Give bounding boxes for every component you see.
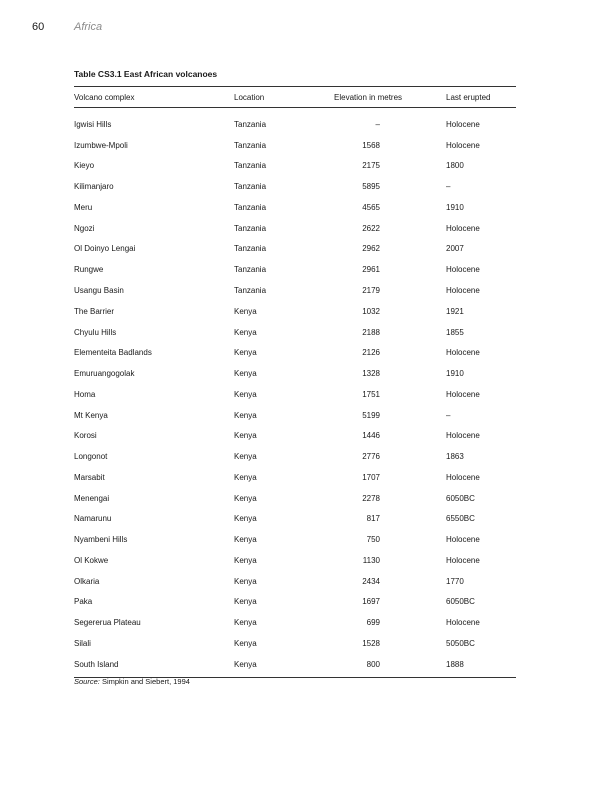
elevation-cell: – xyxy=(375,119,380,129)
table-row xyxy=(74,446,516,467)
elevation-cell: 2278 xyxy=(362,493,380,503)
location-cell: Kenya xyxy=(234,514,257,524)
elevation-cell: 1568 xyxy=(362,140,380,150)
location-cell: Tanzania xyxy=(234,182,267,192)
page-number: 60 xyxy=(32,21,45,33)
table-row xyxy=(74,467,516,488)
location-cell: Tanzania xyxy=(234,244,267,254)
last-erupted-cell: 2007 xyxy=(446,244,464,254)
last-erupted-cell: Holocene xyxy=(446,555,480,565)
volcano-table-container xyxy=(74,86,516,678)
table-row xyxy=(74,108,516,135)
location-cell: Kenya xyxy=(234,472,257,482)
elevation-cell: 699 xyxy=(366,618,380,628)
last-erupted-cell: 1855 xyxy=(446,327,464,337)
volcano-cell: Ngozi xyxy=(74,223,95,233)
table-row xyxy=(74,197,516,218)
table-header-row xyxy=(74,87,516,108)
location-cell: Tanzania xyxy=(234,286,267,295)
volcano-cell: Silali xyxy=(74,639,91,649)
volcano-cell: Nyambeni Hills xyxy=(74,535,128,545)
table-row xyxy=(74,363,516,384)
table-caption: Table CS3.1 East African volcanoes xyxy=(74,69,218,79)
location-cell: Kenya xyxy=(234,654,334,677)
last-erupted-cell: Holocene xyxy=(446,348,480,358)
volcano-table xyxy=(74,86,516,678)
volcano-cell: Meru xyxy=(74,202,93,212)
volcano-cell: Mt Kenya xyxy=(74,410,108,420)
volcano-cell: Izumbwe-Mpoli xyxy=(74,140,128,150)
elevation-cell: 1707 xyxy=(362,472,380,482)
column-header-volcano: Volcano complex xyxy=(74,87,234,108)
table-row xyxy=(74,592,516,613)
last-erupted-cell: – xyxy=(446,182,451,192)
last-erupted-cell: 1910 xyxy=(446,202,464,212)
last-erupted-cell: 1863 xyxy=(446,452,464,462)
last-erupted-cell: Holocene xyxy=(446,119,480,129)
last-erupted-cell: Holocene xyxy=(446,389,480,399)
location-cell: Tanzania xyxy=(234,202,267,212)
elevation-cell: 800 xyxy=(334,654,446,677)
location-cell: Kenya xyxy=(234,369,257,379)
location-cell: Kenya xyxy=(234,410,257,420)
last-erupted-cell: Holocene xyxy=(446,223,480,233)
location-cell: Kenya xyxy=(234,597,257,607)
volcano-cell: Ol Doinyo Lengai xyxy=(74,244,136,254)
last-erupted-cell: 6550BC xyxy=(446,514,475,524)
volcano-cell: Korosi xyxy=(74,431,97,441)
table-row xyxy=(74,384,516,405)
section-title: Africa xyxy=(74,21,103,33)
table-row xyxy=(74,301,516,322)
last-erupted-cell: 6050BC xyxy=(446,597,475,607)
table-row xyxy=(74,280,516,301)
table-row xyxy=(74,342,516,363)
last-erupted-cell: 1888 xyxy=(446,654,516,677)
last-erupted-cell: Holocene xyxy=(446,286,480,295)
elevation-cell: 5895 xyxy=(362,182,380,192)
table-row xyxy=(74,529,516,550)
location-cell: Kenya xyxy=(234,555,257,565)
location-cell: Kenya xyxy=(234,327,257,337)
table-header xyxy=(74,87,516,108)
table-row xyxy=(74,405,516,426)
table-row xyxy=(74,176,516,197)
elevation-cell: 1032 xyxy=(362,306,380,316)
source-label: Source: xyxy=(74,677,100,686)
elevation-cell: 1446 xyxy=(362,431,380,441)
location-cell: Tanzania xyxy=(234,140,267,150)
location-cell: Tanzania xyxy=(234,265,267,275)
volcano-cell: Olkaria xyxy=(74,576,100,586)
volcano-cell: Emuruangogolak xyxy=(74,369,135,379)
last-erupted-cell: Holocene xyxy=(446,472,480,482)
table-row xyxy=(74,135,516,156)
elevation-cell: 1328 xyxy=(362,369,380,379)
elevation-cell: 2188 xyxy=(362,327,380,337)
location-cell: Kenya xyxy=(234,639,257,649)
elevation-cell: 2175 xyxy=(362,161,380,171)
source-note xyxy=(74,677,190,686)
elevation-cell: 2179 xyxy=(362,286,380,295)
last-erupted-cell: 1921 xyxy=(446,306,464,316)
table-body xyxy=(74,108,516,678)
volcano-cell: Chyulu Hills xyxy=(74,327,117,337)
table-row xyxy=(74,239,516,260)
table-row xyxy=(74,259,516,280)
column-header-location: Location xyxy=(234,87,334,108)
last-erupted-cell: 5050BC xyxy=(446,639,475,649)
location-cell: Kenya xyxy=(234,348,257,358)
elevation-cell: 2961 xyxy=(362,265,380,275)
source-text: Simpkin and Siebert, 1994 xyxy=(101,677,190,686)
volcano-cell: Namarunu xyxy=(74,514,112,524)
table-row xyxy=(74,156,516,177)
volcano-cell: Homa xyxy=(74,389,96,399)
location-cell: Tanzania xyxy=(234,223,267,233)
volcano-cell: South Island xyxy=(74,654,234,677)
volcano-cell: Kilimanjaro xyxy=(74,182,114,192)
elevation-cell: 1130 xyxy=(362,555,380,565)
last-erupted-cell: 1770 xyxy=(446,576,464,586)
table-row xyxy=(74,654,516,677)
location-cell: Kenya xyxy=(234,576,257,586)
volcano-cell: Kieyo xyxy=(74,161,95,171)
elevation-cell: 2622 xyxy=(362,223,380,233)
table-row xyxy=(74,488,516,509)
volcano-cell: Usangu Basin xyxy=(74,286,124,295)
elevation-cell: 4565 xyxy=(362,202,380,212)
table-row xyxy=(74,550,516,571)
table-row xyxy=(74,322,516,343)
last-erupted-cell: Holocene xyxy=(446,140,480,150)
last-erupted-cell: 1800 xyxy=(446,161,464,171)
volcano-cell: Rungwe xyxy=(74,265,104,275)
table-row xyxy=(74,633,516,654)
last-erupted-cell: Holocene xyxy=(446,535,480,545)
volcano-cell: Menengai xyxy=(74,493,110,503)
last-erupted-cell: 6050BC xyxy=(446,493,475,503)
elevation-cell: 1751 xyxy=(362,389,380,399)
elevation-cell: 2776 xyxy=(362,452,380,462)
table-row xyxy=(74,612,516,633)
elevation-cell: 1697 xyxy=(362,597,380,607)
table-row xyxy=(74,571,516,592)
location-cell: Kenya xyxy=(234,431,257,441)
last-erupted-cell: 1910 xyxy=(446,369,464,379)
elevation-cell: 2126 xyxy=(362,348,380,358)
volcano-cell: Igwisi Hills xyxy=(74,119,112,129)
elevation-cell: 750 xyxy=(366,535,380,545)
volcano-cell: The Barrier xyxy=(74,306,115,316)
volcano-cell: Longonot xyxy=(74,452,108,462)
location-cell: Kenya xyxy=(234,452,257,462)
last-erupted-cell: Holocene xyxy=(446,431,480,441)
table-row xyxy=(74,509,516,530)
volcano-cell: Marsabit xyxy=(74,472,105,482)
elevation-cell: 2434 xyxy=(362,576,380,586)
elevation-cell: 817 xyxy=(366,514,380,524)
volcano-cell: Segererua Plateau xyxy=(74,618,141,628)
table-row xyxy=(74,425,516,446)
location-cell: Kenya xyxy=(234,306,257,316)
elevation-cell: 5199 xyxy=(362,410,380,420)
volcano-cell: Paka xyxy=(74,597,93,607)
last-erupted-cell: – xyxy=(446,410,451,420)
volcano-cell: Ol Kokwe xyxy=(74,555,109,565)
location-cell: Tanzania xyxy=(234,161,267,171)
location-cell: Kenya xyxy=(234,618,257,628)
location-cell: Kenya xyxy=(234,535,257,545)
location-cell: Kenya xyxy=(234,493,257,503)
volcano-cell: Elementeita Badlands xyxy=(74,348,152,358)
elevation-cell: 2962 xyxy=(362,244,380,254)
table-row xyxy=(74,218,516,239)
location-cell: Tanzania xyxy=(234,119,267,129)
column-header-elevation: Elevation in metres xyxy=(334,87,446,108)
last-erupted-cell: Holocene xyxy=(446,265,480,275)
location-cell: Kenya xyxy=(234,389,257,399)
elevation-cell: 1528 xyxy=(362,639,380,649)
column-header-last-erupted: Last erupted xyxy=(446,87,516,108)
last-erupted-cell: Holocene xyxy=(446,618,480,628)
